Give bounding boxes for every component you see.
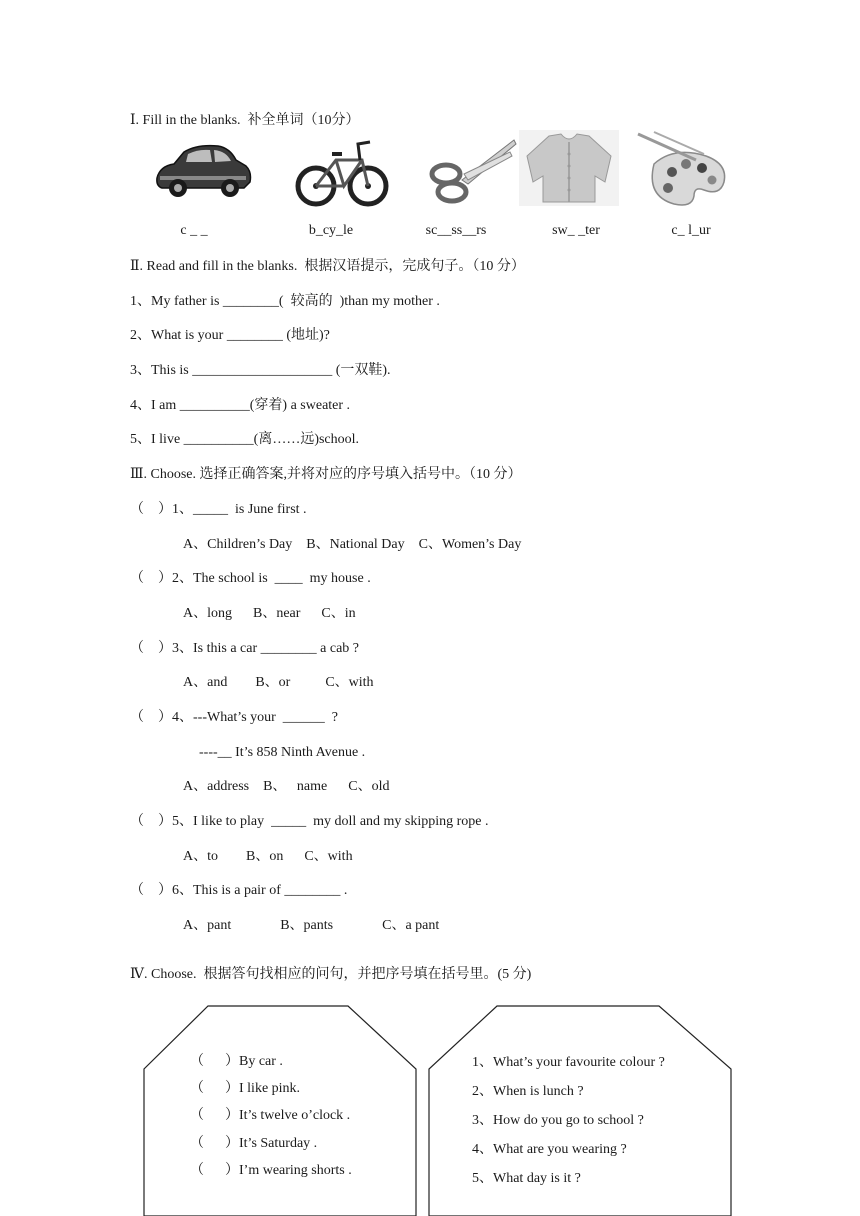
palette-image bbox=[634, 130, 734, 216]
section2-heading: Ⅱ. Read and fill in the blanks. 根据汉语提示，完成句子。（10 分） bbox=[130, 259, 525, 274]
question-2-stem: （ ）2、The school is ____ my house . bbox=[130, 571, 371, 586]
fill-item-4: 4、I am __________(穿着) a sweater . bbox=[130, 398, 351, 413]
question-6-stem: （ ）6、This is a pair of ________ . bbox=[130, 883, 348, 898]
question-4-stem: （ ）4、---What’s your ______ ? bbox=[130, 710, 339, 725]
fill-item-3: 3、This is ____________________ (一双鞋). bbox=[130, 363, 391, 378]
bicycle-image bbox=[292, 130, 392, 216]
answer-item-1: （ ）By car . bbox=[190, 1054, 283, 1069]
caption-bicycle: b_cy_le bbox=[308, 223, 354, 238]
question-4-options: A、address B、 name C、old bbox=[183, 779, 390, 794]
caption-sweater: sw_ _ter bbox=[552, 223, 600, 238]
match-question-5: 5、What day is it ? bbox=[472, 1171, 581, 1186]
fill-item-1: 1、My father is ________( 较高的 )than my mother . bbox=[130, 294, 440, 309]
match-question-2: 2、When is lunch ? bbox=[472, 1084, 584, 1099]
question-2-options: A、long B、near C、in bbox=[183, 606, 356, 621]
question-1-options: A、Children’s Day B、National Day C、Women’s Day bbox=[183, 537, 522, 552]
question-5-options: A、to B、on C、with bbox=[183, 849, 353, 864]
answer-item-3: （ ）It’s twelve o’clock . bbox=[190, 1108, 351, 1123]
caption-car: c _ _ bbox=[180, 223, 208, 238]
question-1-stem: （ ）1、_____ is June first . bbox=[130, 502, 307, 517]
section4-heading: Ⅳ. Choose. 根据答句找相应的问句，并把序号填在括号里。(5 分) bbox=[130, 967, 532, 982]
section3-heading: Ⅲ. Choose. 选择正确答案,并将对应的序号填入括号中。（10 分） bbox=[130, 467, 522, 482]
answer-item-4: （ ）It’s Saturday . bbox=[190, 1136, 318, 1151]
answer-item-2: （ ）I like pink. bbox=[190, 1081, 301, 1096]
fill-item-2: 2、What is your ________ (地址)? bbox=[130, 328, 330, 343]
sweater-image bbox=[519, 130, 619, 216]
caption-scissors: sc__ss__rs bbox=[425, 223, 487, 238]
question-5-stem: （ ）5、I like to play _____ my doll and my skipping rope . bbox=[130, 814, 489, 829]
answer-item-5: （ ）I’m wearing shorts . bbox=[190, 1163, 352, 1178]
question-4-subline: ----__ It’s 858 Ninth Avenue . bbox=[199, 745, 366, 760]
scissors-image bbox=[422, 130, 522, 216]
question-3-options: A、and B、or C、with bbox=[183, 675, 374, 690]
match-question-4: 4、What are you wearing ? bbox=[472, 1142, 627, 1157]
car-image bbox=[152, 130, 252, 216]
match-question-3: 3、How do you go to school ? bbox=[472, 1113, 644, 1128]
match-question-1: 1、What’s your favourite colour ? bbox=[472, 1055, 665, 1070]
question-3-stem: （ ）3、Is this a car ________ a cab ? bbox=[130, 641, 359, 656]
fill-item-5: 5、I live __________(离……远)school. bbox=[130, 432, 360, 447]
section1-heading: Ⅰ. Fill in the blanks. 补全单词（10分） bbox=[130, 113, 360, 128]
caption-palette: c_ l_ur bbox=[671, 223, 711, 238]
question-6-options: A、pant B、pants C、a pant bbox=[183, 918, 440, 933]
